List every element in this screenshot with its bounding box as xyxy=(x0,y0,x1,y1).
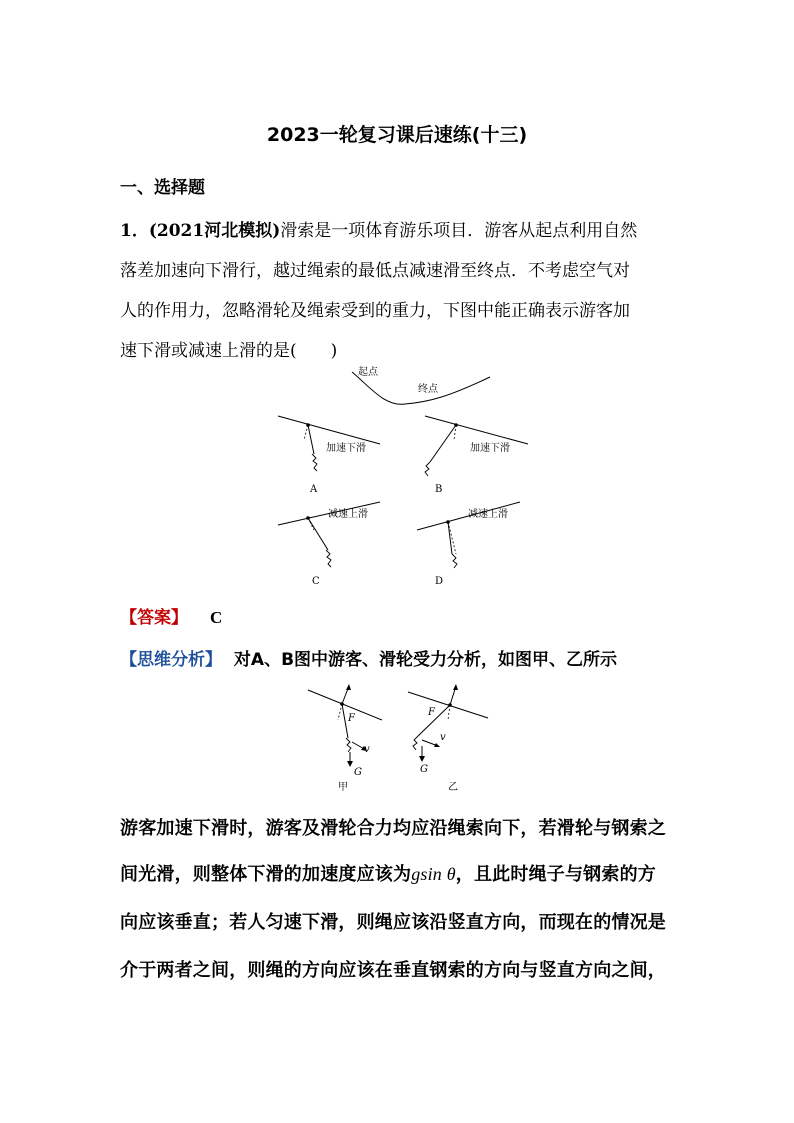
gravity-g-label-yi: G xyxy=(420,764,428,775)
question-number: 1． xyxy=(120,221,149,241)
figure-yi xyxy=(408,684,488,793)
section-heading: 一、选择题 xyxy=(120,178,205,198)
analysis-line-2-tail: ，且此时绳子与钢索的方 xyxy=(455,864,656,885)
analysis-heading xyxy=(120,645,617,670)
question-figure xyxy=(270,362,530,592)
analysis-intro: 对A、B图中游客、滑轮受力分析，如图甲、乙所示 xyxy=(233,650,618,670)
panel-b-caption: 加速下滑 xyxy=(470,443,510,454)
force-f-label-jia: F xyxy=(348,713,355,724)
panel-d xyxy=(417,502,520,587)
start-label: 起点 xyxy=(358,367,378,378)
velocity-v-label-jia: v xyxy=(364,744,370,755)
panel-d-caption: 减速上滑 xyxy=(468,509,508,520)
figure-jia-label: 甲 xyxy=(338,782,348,793)
velocity-v-label-yi: v xyxy=(440,732,446,743)
analysis-tag: 【思维分析】 xyxy=(120,650,222,670)
question-source: (2021河北模拟) xyxy=(148,221,281,241)
end-label: 终点 xyxy=(418,384,438,395)
question-line-2: 落差加速向下滑行，越过绳索的最低点减速滑至终点．不考虑空气对 xyxy=(120,261,630,281)
analysis-line-2 xyxy=(120,860,656,886)
question-line-1 xyxy=(120,216,637,241)
analysis-line-2-text: 间光滑，则整体下滑的加速度应该为 xyxy=(120,864,412,885)
answer-line xyxy=(120,603,222,628)
figure-yi-label: 乙 xyxy=(448,782,458,793)
gravity-g-label-jia: G xyxy=(354,767,362,778)
analysis-line-4: 介于两者之间，则绳的方向应该在垂直钢索的方向与竖直方向之间， xyxy=(120,960,666,981)
analysis-line-3: 向应该垂直；若人匀速下滑，则绳应该沿竖直方向，而现在的情况是 xyxy=(120,912,666,933)
figure-jia xyxy=(308,684,382,793)
panel-a-caption: 加速下滑 xyxy=(326,443,366,454)
formula-gsin-theta: gsin θ xyxy=(411,864,456,884)
panel-b-label: B xyxy=(435,484,443,495)
analysis-figure xyxy=(300,680,500,795)
page-title: 2023一轮复习课后速练(十三) xyxy=(266,124,528,146)
analysis-line-1: 游客加速下滑时，游客及滑轮合力均应沿绳索向下，若滑轮与钢索之 xyxy=(120,818,666,839)
answer-tag: 【答案】 xyxy=(120,608,188,628)
panel-a xyxy=(278,416,380,495)
panel-b xyxy=(425,416,528,495)
answer-value: C xyxy=(210,608,223,627)
panel-a-label: A xyxy=(310,484,318,495)
panel-c-caption: 减速上滑 xyxy=(328,509,368,520)
panel-d-label: D xyxy=(435,576,444,587)
question-line-3: 人的作用力，忽略滑轮及绳索受到的重力，下图中能正确表示游客加 xyxy=(120,301,630,321)
panel-c xyxy=(278,502,380,587)
question-line-4: 速下滑或减速上滑的是( ) xyxy=(120,341,338,361)
force-f-label-yi: F xyxy=(428,707,435,718)
question-text-1: 滑索是一项体育游乐项目．游客从起点利用自然 xyxy=(280,221,638,241)
panel-c-label: C xyxy=(312,576,320,587)
